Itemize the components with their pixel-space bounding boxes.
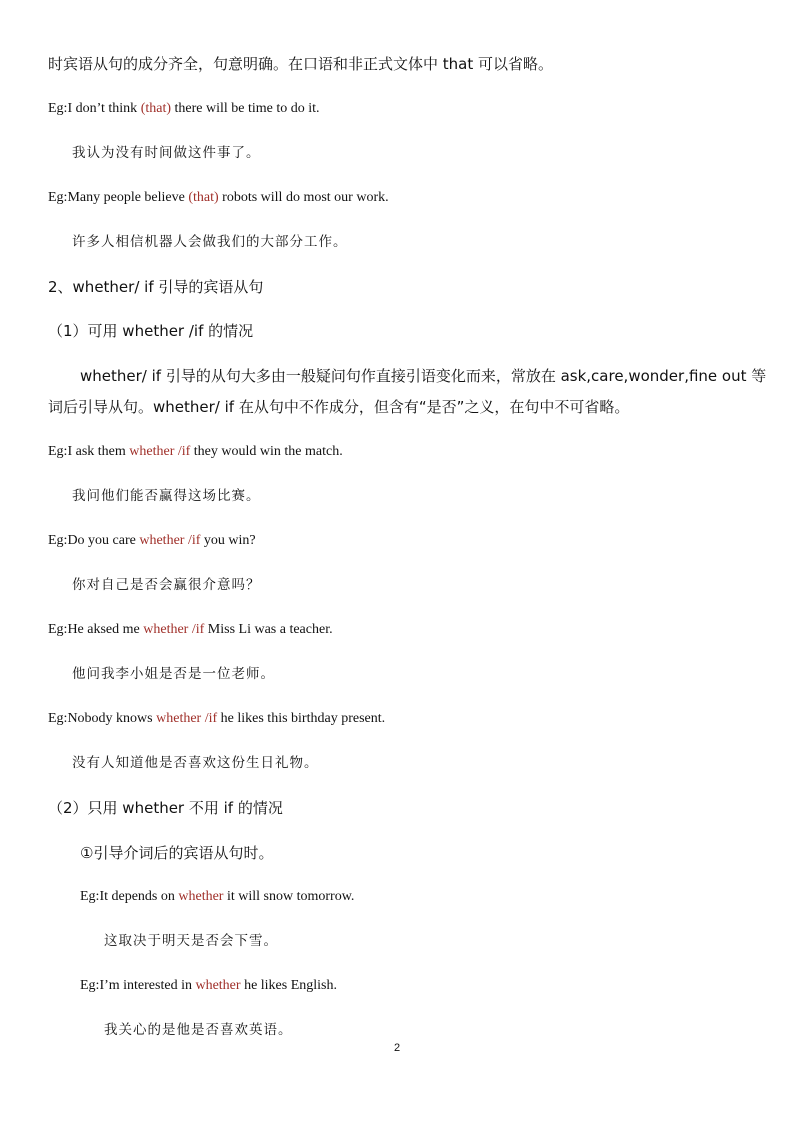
example-4-en: Eg:Do you care whether /if you win?	[48, 533, 256, 548]
example-2-highlight: (that)	[188, 190, 219, 205]
example-7-en: Eg:It depends on whether it will snow tomorrow.	[80, 889, 355, 904]
example-5-en: Eg:He aksed me whether /if Miss Li was a teacher.	[48, 622, 333, 637]
example-1-en: Eg:I don’t think (that) there will be time to do it.	[48, 101, 320, 116]
section-heading-2: 2、whether/ if 引导的宾语从句	[48, 278, 264, 296]
example-7-cn: 这取决于明天是否会下雪。	[104, 933, 278, 949]
example-2-en: Eg:Many people believe (that) robots will do most our work.	[48, 190, 389, 205]
example-4-highlight: whether /if	[139, 533, 201, 548]
intro-line: 时宾语从句的成分齐全，句意明确。在口语和非正式文体中 that 可以省略。	[48, 55, 554, 73]
example-7-highlight: whether	[178, 889, 224, 904]
paragraph-1-line-1: whether/ if 引导的从句大多由一般疑问句作直接引语变化而来，常放在 ask,care,wonder,fine out 等	[80, 367, 767, 385]
example-3-cn: 我问他们能否赢得这场比赛。	[72, 488, 261, 504]
example-8-highlight: whether	[195, 978, 241, 993]
example-3-en: Eg:I ask them whether /if they would win the match.	[48, 444, 343, 459]
example-4-cn: 你对自己是否会赢很介意吗？	[72, 577, 261, 593]
paragraph-1-line-2: 词后引导从句。whether/ if 在从句中不作成分，但含有“是否”之义，在句中不可省略。	[48, 398, 630, 416]
example-6-highlight: whether /if	[156, 711, 218, 726]
example-3-highlight: whether /if	[129, 444, 191, 459]
rule-1: ①引导介词后的宾语从句时。	[80, 844, 274, 862]
example-1-highlight: (that)	[140, 101, 172, 116]
example-6-en: Eg:Nobody knows whether /if he likes this birthday present.	[48, 711, 386, 726]
example-2-cn: 许多人相信机器人会做我们的大部分工作。	[72, 234, 348, 250]
example-6-cn: 没有人知道他是否喜欢这份生日礼物。	[72, 755, 319, 771]
example-5-highlight: whether /if	[143, 622, 205, 637]
example-8-en: Eg:I’m interested in whether he likes English.	[80, 978, 337, 993]
subheading-1: （1）可用 whether /if 的情况	[48, 322, 254, 340]
example-1-cn: 我认为没有时间做这件事了。	[72, 145, 261, 161]
page-number: 2	[393, 1042, 401, 1054]
example-8-cn: 我关心的是他是否喜欢英语。	[104, 1022, 293, 1038]
subheading-2: （2）只用 whether 不用 if 的情况	[48, 799, 283, 817]
example-5-cn: 他问我李小姐是否是一位老师。	[72, 666, 275, 682]
